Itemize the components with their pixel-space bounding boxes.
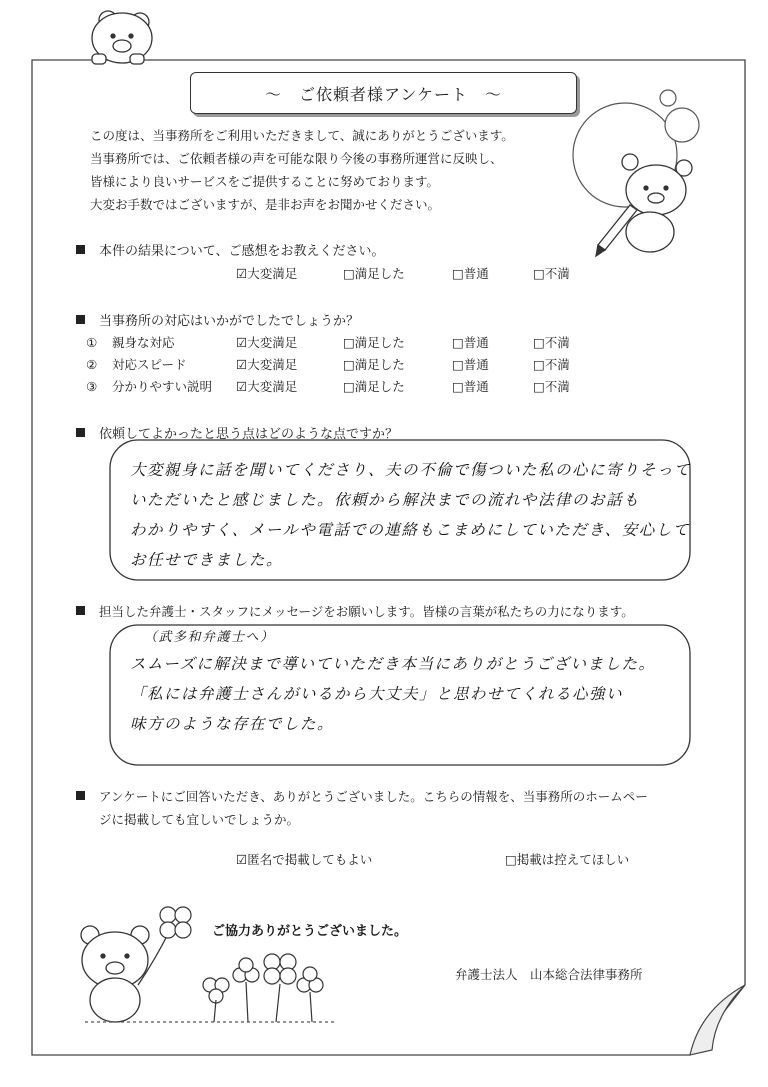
q2-row2-unsatisfied[interactable]: □不満 — [533, 357, 570, 372]
bullet-square-icon — [76, 315, 85, 324]
q2-row1-normal[interactable]: □普通 — [452, 335, 489, 350]
q1-question: 本件の結果について、ご感想をお教えください。 — [99, 244, 385, 259]
q4-question: 担当した弁護士・スタッフにメッセージをお願いします。皆様の言葉が私たちの力になります。 — [99, 604, 634, 619]
q4-addressee: （武多和弁護士へ） — [140, 626, 279, 645]
intro-line-1: この度は、当事務所をご利用いただきまして、誠にありがとうございます。 — [90, 128, 514, 143]
q3-answer-line-4: お任せできました。 — [130, 551, 284, 569]
intro-line-4: 大変お手数ではございますが、是非お声をお聞かせください。 — [90, 197, 441, 212]
bullet-square-icon — [76, 245, 85, 254]
row-label: 親身な対応 — [112, 335, 175, 350]
q2-row3-unsatisfied[interactable]: □不満 — [533, 379, 570, 394]
q1-option-normal[interactable]: □普通 — [452, 266, 489, 281]
q2-row-1 — [86, 333, 175, 351]
row-number: ③ — [86, 379, 98, 394]
q2-row3-satisfied[interactable]: □満足した — [343, 379, 405, 394]
row-label: 分かりやすい説明 — [112, 379, 213, 394]
q5-heading — [76, 787, 648, 805]
q5-option-do-not-publish[interactable]: □掲載は控えてほしい — [505, 852, 630, 867]
intro-line-2: 当事務所では、ご依頼者様の声を可能な限り今後の事務所運営に反映し、 — [90, 151, 503, 166]
q4-answer-line-3: 味方のような存在でした。 — [130, 715, 335, 733]
q2-row3-very-satisfied[interactable]: ☑大変満足 — [236, 379, 298, 394]
q2-row2-very-satisfied[interactable]: ☑大変満足 — [236, 357, 298, 372]
row-number: ② — [86, 357, 98, 372]
q1-option-unsatisfied[interactable]: □不満 — [533, 266, 570, 281]
q1-option-very-satisfied[interactable]: ☑大変満足 — [236, 266, 298, 281]
bear-top-icon — [92, 11, 152, 64]
q2-row3-normal[interactable]: □普通 — [452, 379, 489, 394]
q2-row1-unsatisfied[interactable]: □不満 — [533, 335, 570, 350]
q2-row1-satisfied[interactable]: □満足した — [343, 335, 405, 350]
q2-row1-very-satisfied[interactable]: ☑大変満足 — [236, 335, 298, 350]
q4-answer-line-2: 「私には弁護士さんがいるから大丈夫」と思わせてくれる心強い — [130, 685, 624, 703]
q3-answer-line-2: いただいたと感じました。依頼から解決までの流れや法律のお話も — [130, 491, 641, 509]
q1-option-satisfied[interactable]: □満足した — [343, 266, 405, 281]
bullet-square-icon — [76, 428, 85, 437]
q3-question: 依頼してよかったと思う点はどのような点ですか？ — [99, 427, 399, 442]
q2-question: 当事務所の対応はいかがでしたでしょうか？ — [99, 314, 360, 329]
q3-answer-line-3: わかりやすく、メールや電話での連絡もこまめにしていただき、安心して — [130, 521, 690, 539]
q2-heading — [76, 310, 359, 329]
q2-row-3 — [86, 377, 212, 395]
firm-name: 弁護士法人 山本総合法律事務所 — [455, 967, 643, 982]
bullet-square-icon — [76, 606, 85, 615]
q4-answer-line-1: スムーズに解決まで導いていただき本当にありがとうございました。 — [130, 655, 656, 673]
q2-row2-satisfied[interactable]: □満足した — [343, 357, 405, 372]
bullet-square-icon — [76, 791, 85, 800]
q2-row2-normal[interactable]: □普通 — [452, 357, 489, 372]
thanks-message: ご協力ありがとうございました。 — [212, 924, 408, 939]
q5-question-line-2: ジに掲載しても宜しいでしょうか。 — [99, 812, 300, 827]
row-number: ① — [86, 335, 98, 350]
survey-title — [190, 72, 577, 114]
q5-option-anonymous-ok[interactable]: ☑匿名で掲載してもよい — [236, 852, 373, 867]
q5-question-line-1: アンケートにご回答いただき、ありがとうございました。こちらの情報を、当事務所のホームペー — [99, 789, 648, 804]
q3-answer-line-1: 大変親身に話を聞いてくださり、夫の不倫で傷ついた私の心に寄りそって — [130, 461, 692, 479]
survey-title-text: ～ ご依頼者様アンケート ～ — [264, 84, 503, 104]
q3-heading — [76, 423, 398, 442]
q1-heading — [76, 240, 384, 259]
q2-row-2 — [86, 355, 187, 373]
row-label: 対応スピード — [112, 357, 187, 372]
q4-heading — [76, 602, 634, 620]
intro-line-3: 皆様により良いサービスをご提供することに努めております。 — [90, 174, 440, 189]
